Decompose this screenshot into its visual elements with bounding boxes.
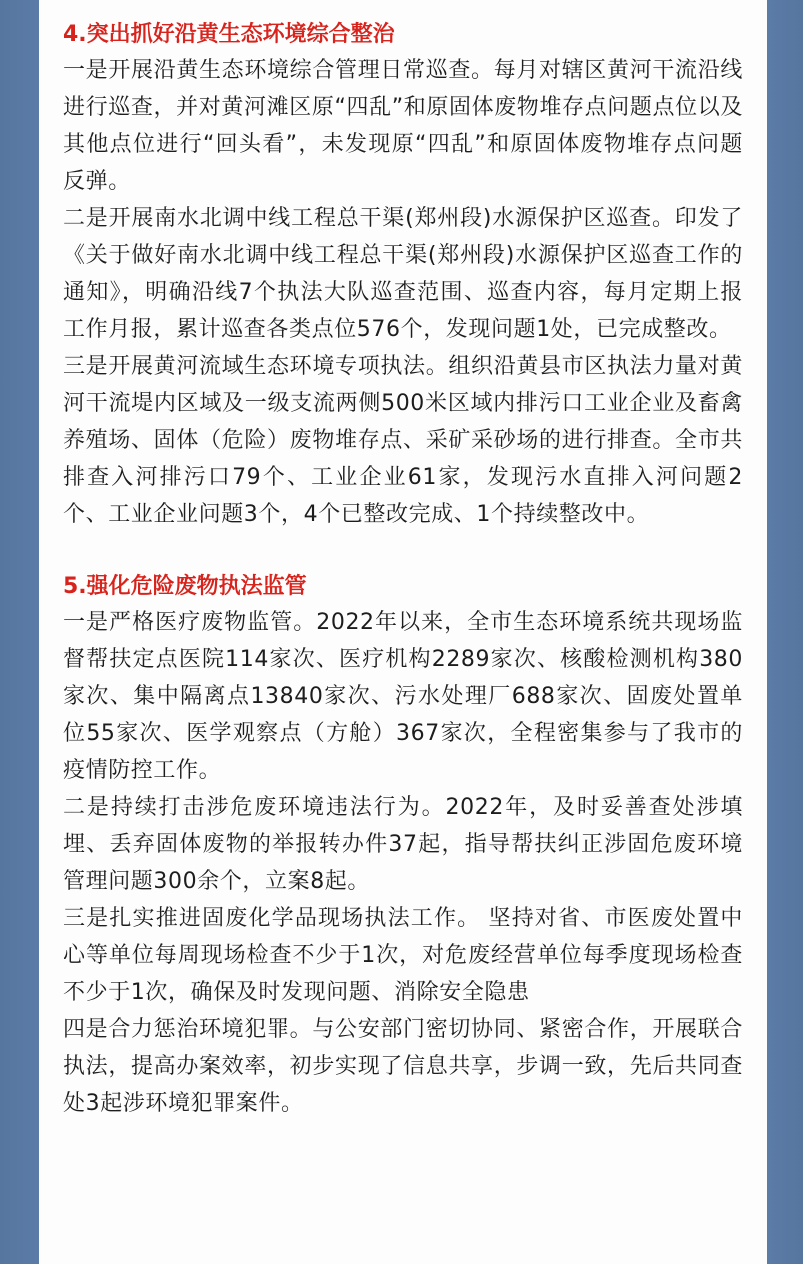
section-4-paragraph-1: 一是开展沿黄生态环境综合管理日常巡查。每月对辖区黄河干流沿线进行巡查，并对黄河滩区原“四乱”和原固体废物堆存点问题点位以及其他点位进行“回头看”，未发现原“四乱”和原固体废物堆存点问题反弹。 [63, 58, 743, 194]
section-spacer [63, 533, 743, 570]
section-5-paragraph-2: 二是持续打击涉危废环境违法行为。2022年，及时妥善查处涉填埋、丢弃固体废物的举报转办件37起，指导帮扶纠正涉固危废环境管理问题300余个，立案8起。 [63, 795, 743, 894]
article-panel [39, 0, 767, 1264]
right-border [767, 0, 803, 1264]
section-4-paragraph-2: 二是开展南水北调中线工程总干渠(郑州段)水源保护区巡查。印发了《关于做好南水北调中线工程总干渠(郑州段)水源保护区巡查工作的通知》，明确沿线7个执法大队巡查范围、巡查内容，每月定期上报工作月报，累计巡查各类点位576个，发现问题1处，已完成整改。 [63, 206, 743, 342]
section-5-paragraph-1: 一是严格医疗废物监管。2022年以来，全市生态环境系统共现场监督帮扶定点医院114家次、医疗机构2289家次、核酸检测机构380家次、集中隔离点13840家次、污水处理厂688家次、固废处置单位55家次、医学观察点（方舱）367家次，全程密集参与了我市的疫情防控工作。 [63, 610, 743, 783]
section-5-heading: 5.强化危险废物执法监管 [63, 574, 307, 599]
section-4-paragraph-3: 三是开展黄河流域生态环境专项执法。组织沿黄县市区执法力量对黄河干流堤内区域及一级支流两侧500米区域内排污口工业企业及畜禽养殖场、固体（危险）废物堆存点、采矿采砂场的进行排查。全市共排查入河排污口79个、工业企业61家，发现污水直排入河问题2个、工业企业问题3个，4个已整改完成、1个持续整改中。 [63, 354, 743, 527]
left-border [0, 0, 39, 1264]
section-5-paragraph-4: 四是合力惩治环境犯罪。与公安部门密切协同、紧密合作，开展联合执法，提高办案效率，初步实现了信息共享，步调一致，先后共同查处3起涉环境犯罪案件。 [63, 1017, 743, 1116]
section-4-heading: 4.突出抓好沿黄生态环境综合整治 [63, 22, 395, 47]
section-5-paragraph-3: 三是扎实推进固废化学品现场执法工作。 坚持对省、市医废处置中心等单位每周现场检查不少于1次，对危废经营单位每季度现场检查不少于1次，确保及时发现问题、消除安全隐患 [63, 906, 743, 1005]
